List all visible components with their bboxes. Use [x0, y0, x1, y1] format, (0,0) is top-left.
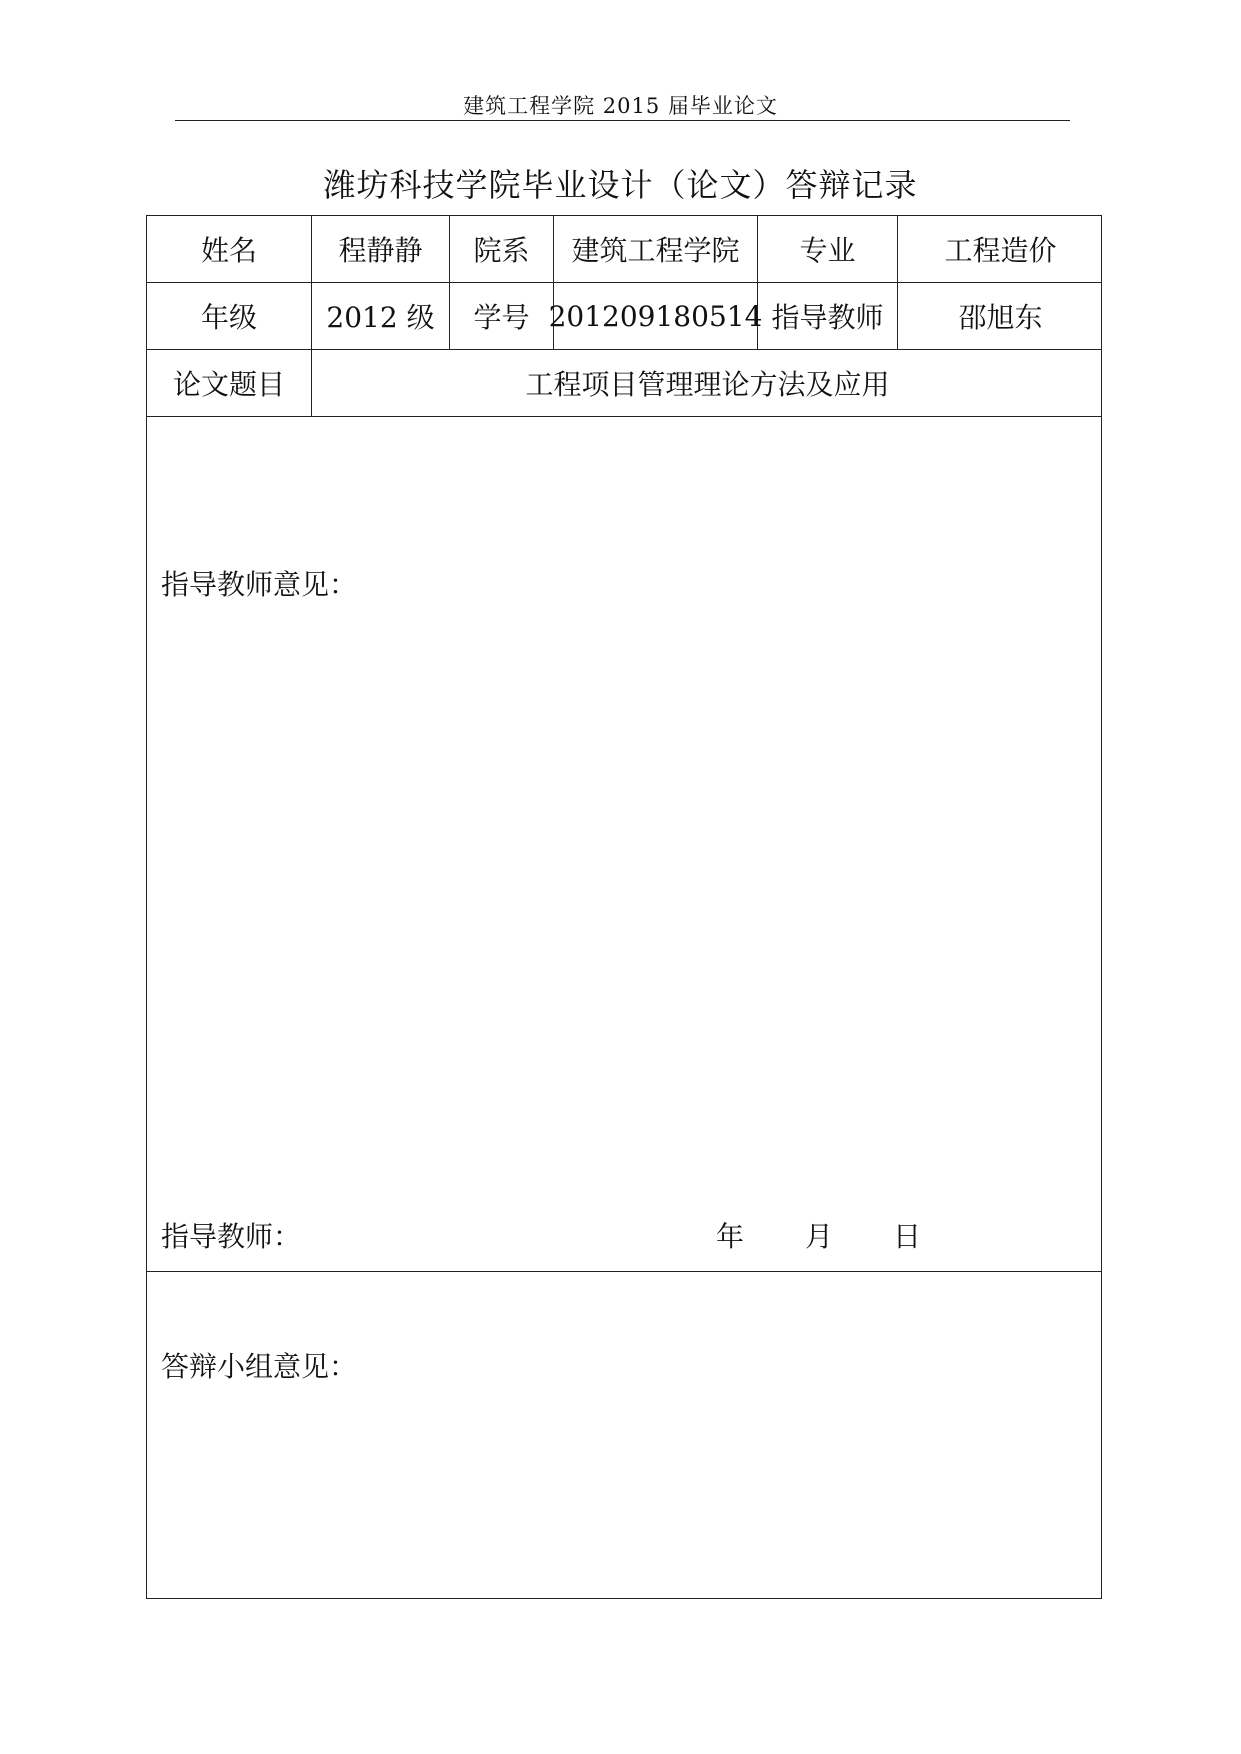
header-rule: [175, 120, 1070, 121]
date-month-label: 月: [805, 1220, 834, 1253]
page-title: 潍坊科技学院毕业设计（论文）答辩记录: [323, 166, 918, 204]
grade-label: 年级: [147, 283, 312, 349]
topic-label: 论文题目: [147, 350, 312, 416]
defense-panel-opinion-section: [147, 1272, 1101, 1598]
table-row-grade-info: [147, 283, 1101, 350]
defense-record-form: [146, 215, 1102, 1599]
advisor-value: 邵旭东: [958, 301, 1043, 334]
advisor-opinion-label: 指导教师意见：: [161, 568, 358, 601]
advisor-label: 指导教师: [758, 283, 898, 349]
student-id-value: 201209180514: [554, 283, 758, 349]
grade-value: 2012 级: [312, 283, 450, 349]
date-year-label: 年: [716, 1220, 745, 1253]
student-id-label: 学号: [450, 283, 554, 349]
department-label: 院系: [450, 216, 554, 282]
topic-value: 工程项目管理理论方法及应用: [525, 368, 890, 401]
major-value: 工程造价: [944, 234, 1057, 267]
advisor-opinion-section: [147, 417, 1101, 1272]
major-label: 专业: [758, 216, 898, 282]
date-day-label: 日: [893, 1220, 922, 1253]
table-row-basic-info: [147, 216, 1101, 283]
department-value: 建筑工程学院: [554, 216, 758, 282]
name-label: 姓名: [147, 216, 312, 282]
running-header: 建筑工程学院 2015 届毕业论文: [463, 94, 778, 118]
advisor-signature-label: 指导教师：: [161, 1220, 302, 1253]
panel-opinion-label: 答辩小组意见：: [161, 1350, 358, 1383]
name-value: 程静静: [312, 216, 450, 282]
table-row-topic: [147, 350, 1101, 417]
